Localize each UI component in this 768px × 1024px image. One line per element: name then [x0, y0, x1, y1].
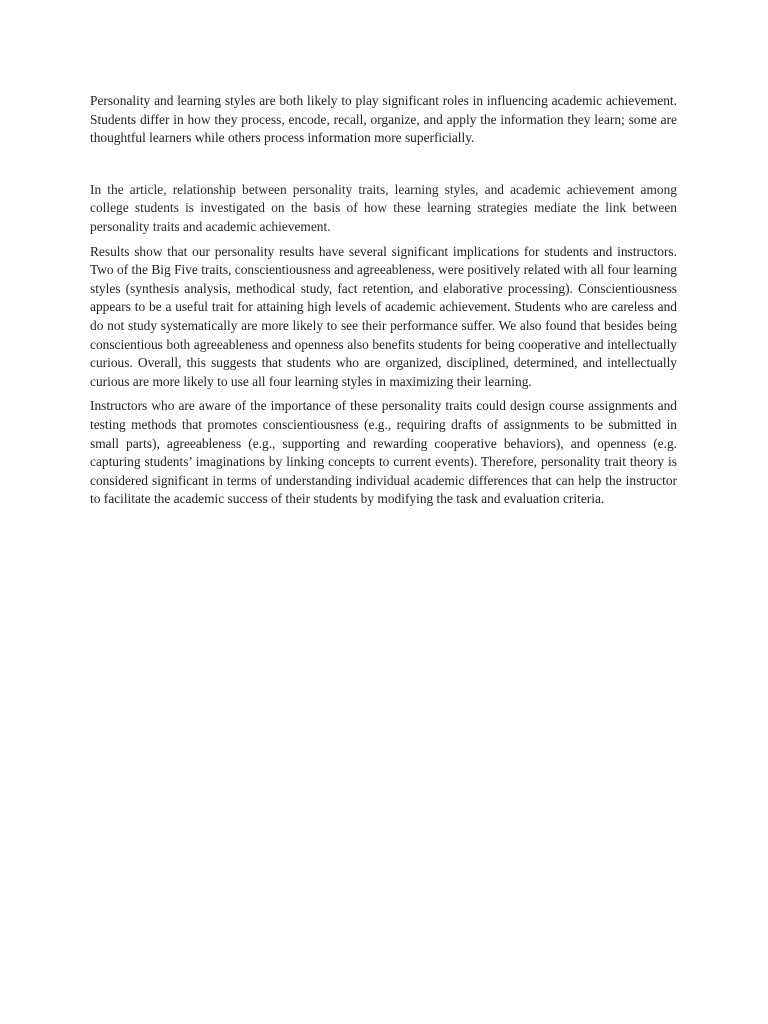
document-body — [90, 92, 677, 509]
paragraph-results: Results show that our personality results have several significant implications for students and instructors. Two of the Big Five traits, conscientiousness and agreeableness, were positively related with all four learning styles (synthesis analysis, methodical study, fact retention, and elaborative processing). Conscientiousness appears to be a useful trait for attaining high levels of academic achievement. Students who are careless and do not study systematically are more likely to see their performance suffer. We also found that besides being conscientious both agreeableness and openness also benefits students for being cooperative and intellectually curious. Overall, this suggests that students who are organized, disciplined, determined, and intellectually curious are more likely to use all four learning styles in maximizing their learning. — [90, 243, 677, 389]
paragraph-instructors: Instructors who are aware of the importance of these personality traits could design course assignments and testing methods that promotes conscientiousness (e.g., requiring drafts of assignments to be submitted in small parts), agreeableness (e.g., supporting and rewarding cooperative behaviors), and openness (e.g. capturing students’ imaginations by linking concepts to current events). Therefore, personality trait theory is considered significant in terms of understanding individual academic differences that can help the instructor to facilitate the academic success of their students by modifying the task and evaluation criteria. — [90, 398, 677, 507]
paragraph-article-summary: In the article, relationship between personality traits, learning styles, and academic achievement among college students is investigated on the basis of how these learning strategies mediate the link between personality traits and academic achievement. — [90, 181, 677, 234]
paragraph-intro: Personality and learning styles are both likely to play significant roles in influencing academic achievement. Students differ in how they process, encode, recall, organize, and apply the information they learn; some are thoughtful learners while others process information more superficially. — [90, 93, 677, 146]
